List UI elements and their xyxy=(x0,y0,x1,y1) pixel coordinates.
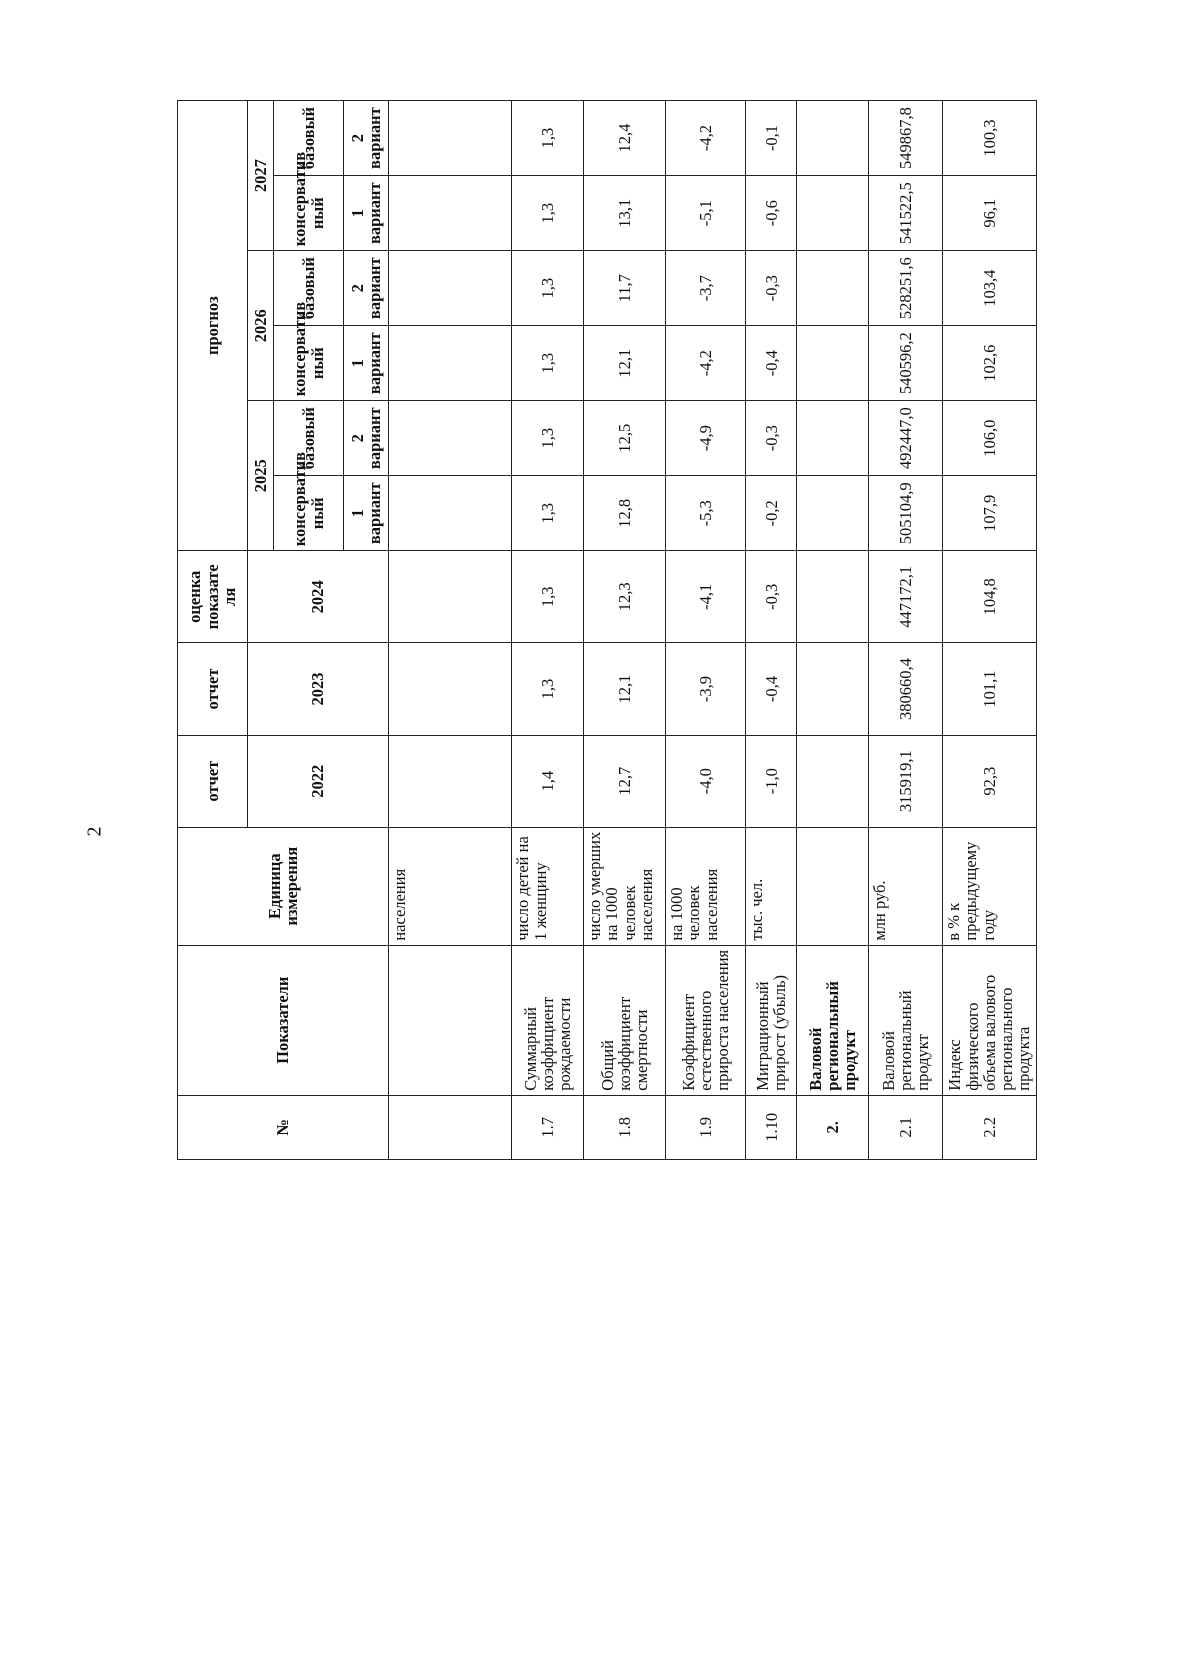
forecast-table xyxy=(177,100,1037,1160)
header-year-2024: 2024 xyxy=(247,551,389,643)
row-value: 380660,4 xyxy=(869,643,943,735)
row-value xyxy=(389,101,512,176)
row-value xyxy=(797,735,869,827)
row-value xyxy=(797,476,869,551)
row-value: 12,8 xyxy=(584,476,666,551)
header-unit: Единица измерения xyxy=(178,827,389,945)
row-value: 12,1 xyxy=(584,326,666,401)
row-value: 528251,6 xyxy=(869,251,943,326)
row-value: 549867,8 xyxy=(869,101,943,176)
row-number: 1.10 xyxy=(746,1095,797,1159)
row-value: 1,3 xyxy=(512,176,584,251)
row-value: 1,3 xyxy=(512,251,584,326)
table-body xyxy=(389,101,1037,1160)
row-value: 12,3 xyxy=(584,551,666,643)
row-indicator: Валовой региональный продукт xyxy=(869,945,943,1095)
row-value: 104,8 xyxy=(943,551,1037,643)
row-value xyxy=(389,551,512,643)
row-value: -4,9 xyxy=(666,401,746,476)
header-basic-2027: базовый xyxy=(274,101,344,176)
row-value: 505104,9 xyxy=(869,476,943,551)
row-value: 541522,5 xyxy=(869,176,943,251)
row-value xyxy=(797,326,869,401)
row-value: 12,4 xyxy=(584,101,666,176)
row-value xyxy=(389,735,512,827)
row-value xyxy=(389,326,512,401)
row-value: 1,3 xyxy=(512,476,584,551)
row-number xyxy=(389,1095,512,1159)
row-value: 102,6 xyxy=(943,326,1037,401)
header-variant1-2027: 1 вариант xyxy=(344,176,389,251)
header-conservative-2026: консерватив ный xyxy=(274,326,344,401)
row-indicator xyxy=(389,945,512,1095)
row-value: -0,6 xyxy=(746,176,797,251)
row-number: 1.8 xyxy=(584,1095,666,1159)
row-value xyxy=(797,401,869,476)
row-value: -5,1 xyxy=(666,176,746,251)
row-value: -0,4 xyxy=(746,326,797,401)
header-num: № xyxy=(178,1095,389,1159)
row-indicator: Миграционный прирост (убыль) xyxy=(746,945,797,1095)
row-value: 107,9 xyxy=(943,476,1037,551)
header-variant1-2025: 1 вариант xyxy=(344,476,389,551)
row-value: 1,4 xyxy=(512,735,584,827)
row-value xyxy=(389,176,512,251)
row-value: 1,3 xyxy=(512,101,584,176)
row-value xyxy=(389,401,512,476)
header-report-2022: отчет xyxy=(178,735,248,827)
row-value: 12,5 xyxy=(584,401,666,476)
row-number: 2. xyxy=(797,1095,869,1159)
header-variant2-2025: 2 вариант xyxy=(344,401,389,476)
row-value: 101,1 xyxy=(943,643,1037,735)
page-number: 2 xyxy=(83,826,106,837)
row-value: 1,3 xyxy=(512,643,584,735)
row-value: -5,3 xyxy=(666,476,746,551)
row-unit: на 1000 человек населения xyxy=(666,827,746,945)
header-conservative-2025: консерватив ный xyxy=(274,476,344,551)
row-value: 13,1 xyxy=(584,176,666,251)
row-number: 2.2 xyxy=(943,1095,1037,1159)
header-variant1-2026: 1 вариант xyxy=(344,326,389,401)
row-value: 540596,2 xyxy=(869,326,943,401)
row-value: -3,7 xyxy=(666,251,746,326)
row-number: 2.1 xyxy=(869,1095,943,1159)
header-year-2022: 2022 xyxy=(247,735,389,827)
row-value: -0,1 xyxy=(746,101,797,176)
row-unit: тыс. чел. xyxy=(746,827,797,945)
header-variant2-2027: 2 вариант xyxy=(344,101,389,176)
header-year-2026: 2026 xyxy=(247,251,274,401)
row-value: -0,3 xyxy=(746,251,797,326)
row-value: 315919,1 xyxy=(869,735,943,827)
row-value: 106,0 xyxy=(943,401,1037,476)
row-value: 96,1 xyxy=(943,176,1037,251)
row-value: 11,7 xyxy=(584,251,666,326)
row-value xyxy=(389,476,512,551)
row-value: 12,1 xyxy=(584,643,666,735)
header-year-2025: 2025 xyxy=(247,401,274,551)
row-number: 1.7 xyxy=(512,1095,584,1159)
row-value xyxy=(389,251,512,326)
row-value: 12,7 xyxy=(584,735,666,827)
header-indicator: Показатели xyxy=(178,945,389,1095)
row-unit xyxy=(797,827,869,945)
row-value: 103,4 xyxy=(943,251,1037,326)
row-number: 1.9 xyxy=(666,1095,746,1159)
row-value: -4,0 xyxy=(666,735,746,827)
row-value xyxy=(389,643,512,735)
row-indicator: Индекс физического объема валового регионального продукта xyxy=(943,945,1037,1095)
table-row xyxy=(797,101,869,1160)
row-value: 100,3 xyxy=(943,101,1037,176)
row-value xyxy=(797,101,869,176)
row-value: 492447,0 xyxy=(869,401,943,476)
row-indicator: Суммарный коэффициент рождаемости xyxy=(512,945,584,1095)
row-indicator: Валовой региональный продукт xyxy=(797,945,869,1095)
row-value: -4,2 xyxy=(666,101,746,176)
row-unit: в % к предыдущему году xyxy=(943,827,1037,945)
row-value: 92,3 xyxy=(943,735,1037,827)
header-basic-2025: базовый xyxy=(274,401,344,476)
header-report-2023: отчет xyxy=(178,643,248,735)
row-value: -0,4 xyxy=(746,643,797,735)
row-indicator: Общий коэффициент смертности xyxy=(584,945,666,1095)
table-row xyxy=(389,101,512,1160)
row-value: -1,0 xyxy=(746,735,797,827)
row-value: -0,3 xyxy=(746,551,797,643)
header-year-2023: 2023 xyxy=(247,643,389,735)
header-forecast: прогноз xyxy=(178,101,248,551)
row-value xyxy=(797,643,869,735)
row-indicator: Коэффициент естественного прироста населения xyxy=(666,945,746,1095)
row-unit: населения xyxy=(389,827,512,945)
row-value: 1,3 xyxy=(512,551,584,643)
table-row xyxy=(584,101,666,1160)
table-row xyxy=(943,101,1037,1160)
header-estimate: оценка показате ля xyxy=(178,551,248,643)
row-value xyxy=(797,176,869,251)
row-value: -4,1 xyxy=(666,551,746,643)
row-unit: число умерших на 1000 человек населения xyxy=(584,827,666,945)
row-value: 447172,1 xyxy=(869,551,943,643)
header-variant2-2026: 2 вариант xyxy=(344,251,389,326)
row-value xyxy=(797,551,869,643)
row-value: 1,3 xyxy=(512,401,584,476)
header-basic-2026: базовый xyxy=(274,251,344,326)
table-row xyxy=(869,101,943,1160)
row-value: 1,3 xyxy=(512,326,584,401)
table-row xyxy=(746,101,797,1160)
row-unit: млн руб. xyxy=(869,827,943,945)
row-value: -0,3 xyxy=(746,401,797,476)
table-row xyxy=(512,101,584,1160)
rotated-table-container xyxy=(177,100,1037,1160)
row-value: -3,9 xyxy=(666,643,746,735)
row-value: -0,2 xyxy=(746,476,797,551)
row-unit: число детей на 1 женщину xyxy=(512,827,584,945)
row-value xyxy=(797,251,869,326)
header-year-2027: 2027 xyxy=(247,101,274,251)
row-value: -4,2 xyxy=(666,326,746,401)
table-row xyxy=(666,101,746,1160)
header-conservative-2027: консерватив ный xyxy=(274,176,344,251)
